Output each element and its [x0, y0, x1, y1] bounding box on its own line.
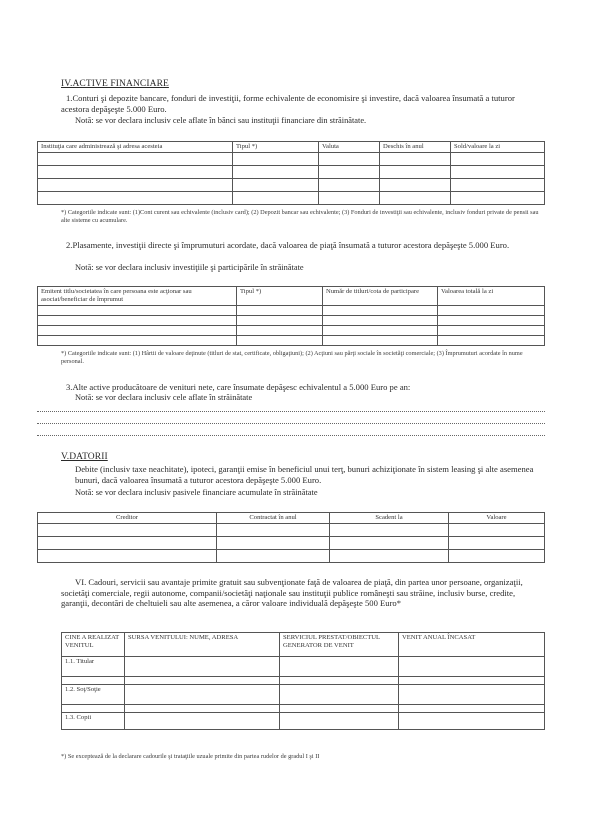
table-cell[interactable] [62, 705, 125, 713]
note-datorii: Notă: se vor declara inclusiv pasivele financiare acumulate în străinătate [75, 488, 318, 497]
footnote-cadouri: *) Se exceptează de la declarare cadourile şi trataţiile uzuale primite din partea rudelor de gradul I şi II [61, 753, 320, 760]
table-cell[interactable] [330, 524, 449, 537]
table-cell[interactable] [451, 153, 545, 166]
table-cell[interactable] [233, 192, 319, 205]
table-cell[interactable] [399, 713, 545, 730]
table-cell[interactable] [38, 336, 237, 346]
table-cell[interactable] [38, 524, 217, 537]
note-conturi: Notă: se vor declara inclusiv cele aflate în bănci sau instituţii financiare din străinătate. [75, 116, 367, 125]
col-emitent: Emitent titlu/societatea în care persoana este acţionar sau asociat/beneficiar de împrumut [38, 287, 237, 306]
col-valuta: Valuta [319, 142, 380, 153]
paragraph-plasamente: 2.Plasamente, investiţii directe şi împrumuturi acordate, dacă valoarea de piaţă însumată a tuturor acestora depăşeşte 5.000 Euro. [66, 240, 510, 250]
table-cell[interactable] [233, 166, 319, 179]
table-cell[interactable] [233, 153, 319, 166]
table-row [62, 705, 545, 713]
table-cell[interactable] [38, 316, 237, 326]
col-valoare-totala: Valoarea totală la zi [438, 287, 545, 306]
table-cell[interactable] [451, 166, 545, 179]
table-cell[interactable] [38, 153, 233, 166]
table-cell[interactable] [125, 685, 280, 705]
paragraph-datorii: Debite (inclusiv taxe neachitate), ipoteci, garanţii emise în beneficiul unui terţ, bunuri achiziţionate în sistem leasing şi alte asemenea bunuri, dacă valoarea însumată a tuturor acestora depăşeşte 5.000 Euro. [75, 464, 534, 485]
table-cell[interactable] [451, 192, 545, 205]
table-cell[interactable] [330, 537, 449, 550]
table-cell[interactable] [38, 306, 237, 316]
table-row [38, 537, 545, 550]
table-cell[interactable] [38, 192, 233, 205]
table-cell[interactable] [399, 685, 545, 705]
col-creditor: Creditor [38, 513, 217, 524]
table-row [62, 685, 545, 705]
table-cell[interactable] [217, 537, 330, 550]
table-cell[interactable] [237, 316, 323, 326]
table-cell[interactable] [38, 537, 217, 550]
col-sold: Sold/valoare la zi [451, 142, 545, 153]
table-row [38, 192, 545, 205]
row-label-titular: 1.1. Titular [62, 657, 125, 677]
table-row [38, 153, 545, 166]
table-cell[interactable] [125, 713, 280, 730]
fill-line[interactable] [37, 423, 545, 424]
table-row [38, 306, 545, 316]
table-cell[interactable] [280, 677, 399, 685]
table-cell[interactable] [319, 153, 380, 166]
table-cell[interactable] [280, 685, 399, 705]
col-valoare: Valoare [449, 513, 545, 524]
table-cell[interactable] [38, 166, 233, 179]
section-title-active-financiare: IV.ACTIVE FINANCIARE [61, 79, 169, 89]
table-cell[interactable] [125, 657, 280, 677]
col-contractat: Contractat în anul [217, 513, 330, 524]
table-plasamente [37, 286, 545, 346]
footnote-conturi: *) Categoriile indicate sunt: (1)Cont curent sau echivalente (inclusiv card); (2) Depozit bancar sau echivalente; (3) Fonduri de investiţii sau echivalente, inclusiv fonduri private de pensii sau alte sisteme cu acumulare. [61, 209, 539, 225]
note-plasamente: Notă: se vor declara inclusiv investiţiile şi participările în străinătate [75, 263, 304, 272]
col-sursa-venitului: SURSA VENITULUI: NUME, ADRESA [125, 633, 280, 657]
footnote-plasamente: *) Categoriile indicate sunt: (1) Hârtii de valoare deţinute (titluri de stat, certificate, obligaţiuni); (2) Acţiuni sau părţi sociale în societăţi comerciale; (3) Împrumuturi acordate în nume personal. [61, 350, 523, 366]
table-row [62, 677, 545, 685]
table-cell[interactable] [323, 316, 438, 326]
table-cell[interactable] [438, 326, 545, 336]
table-cell[interactable] [237, 336, 323, 346]
table-cell[interactable] [438, 336, 545, 346]
table-cell[interactable] [38, 179, 233, 192]
table-cell[interactable] [380, 179, 451, 192]
row-label-sot-sotie: 1.2. Soţ/Soţie [62, 685, 125, 705]
table-cell[interactable] [233, 179, 319, 192]
table-cell[interactable] [125, 677, 280, 685]
col-deschis: Deschis în anul [380, 142, 451, 153]
table-cell[interactable] [319, 166, 380, 179]
note-alte-active: Notă: se vor declara inclusiv cele aflate în străinătate [75, 393, 253, 402]
table-cadouri [61, 632, 545, 730]
table-conturi [37, 141, 545, 205]
table-cell[interactable] [451, 179, 545, 192]
table-cell[interactable] [62, 677, 125, 685]
table-cell[interactable] [323, 336, 438, 346]
table-cell[interactable] [449, 537, 545, 550]
paragraph-cadouri: VI. Cadouri, servicii sau avantaje primite gratuit sau subvenţionate faţă de valoarea de piaţă, din partea unor persoane, organizaţii, societăţi comerciale, regii autonome, companii/societăţi naţionale sau instituţii publice româneşti sau străine, inclusiv burse, credite, garanţii, decontări de cheltuieli sau alte asemenea, a căror valoare individuală depăşeşte 500 Euro* [61, 577, 523, 609]
table-cell[interactable] [399, 705, 545, 713]
table-cell[interactable] [323, 306, 438, 316]
table-cell[interactable] [449, 550, 545, 563]
table-row [62, 713, 545, 730]
col-serviciul-prestat: SERVICIUL PRESTAT/OBIECTUL GENERATOR DE VENIT [280, 633, 399, 657]
table-cell[interactable] [380, 192, 451, 205]
paragraph-conturi: 1.Conturi şi depozite bancare, fonduri de investiţii, forme echivalente de economisire şi investire, dacă valoarea însumată a tuturor acestora depăşeşte 5.000 Euro. [61, 93, 515, 114]
section-title-datorii: V.DATORII [61, 452, 108, 462]
table-cell[interactable] [280, 713, 399, 730]
table-cell[interactable] [330, 550, 449, 563]
paragraph-alte-active: 3.Alte active producătoare de venituri nete, care însumate depăşesc echivalentul a 5.000 Euro pe an: [66, 382, 411, 392]
table-cell[interactable] [399, 657, 545, 677]
table-row [38, 336, 545, 346]
col-institutia: Instituţia care administrează şi adresa acesteia [38, 142, 233, 153]
col-tipul: Tipul *) [233, 142, 319, 153]
fill-line[interactable] [37, 435, 545, 436]
table-cell[interactable] [280, 657, 399, 677]
table-cell[interactable] [319, 179, 380, 192]
col-cine-a-realizat: CINE A REALIZAT VENITUL [62, 633, 125, 657]
table-datorii [37, 512, 545, 563]
table-cell[interactable] [438, 306, 545, 316]
table-row [38, 179, 545, 192]
table-row [38, 166, 545, 179]
table-row [38, 326, 545, 336]
table-cell[interactable] [380, 153, 451, 166]
col-numar-titluri: Număr de titluri/cota de participare [323, 287, 438, 306]
table-cell[interactable] [399, 677, 545, 685]
table-cell[interactable] [217, 524, 330, 537]
table-row [38, 316, 545, 326]
table-cell[interactable] [125, 705, 280, 713]
fill-line[interactable] [37, 411, 545, 412]
table-cell[interactable] [38, 550, 217, 563]
col-venit-anual: VENIT ANUAL ÎNCASAT [399, 633, 545, 657]
table-cell[interactable] [280, 705, 399, 713]
table-cell[interactable] [237, 326, 323, 336]
row-label-copii: 1.3. Copii [62, 713, 125, 730]
col-scadent: Scadent la [330, 513, 449, 524]
table-cell[interactable] [217, 550, 330, 563]
table-row [38, 524, 545, 537]
table-row [38, 550, 545, 563]
table-cell[interactable] [38, 326, 237, 336]
table-cell[interactable] [449, 524, 545, 537]
table-cell[interactable] [380, 166, 451, 179]
table-row [62, 657, 545, 677]
table-cell[interactable] [237, 306, 323, 316]
table-cell[interactable] [319, 192, 380, 205]
table-cell[interactable] [323, 326, 438, 336]
table-cell[interactable] [438, 316, 545, 326]
col-tipul: Tipul *) [237, 287, 323, 306]
